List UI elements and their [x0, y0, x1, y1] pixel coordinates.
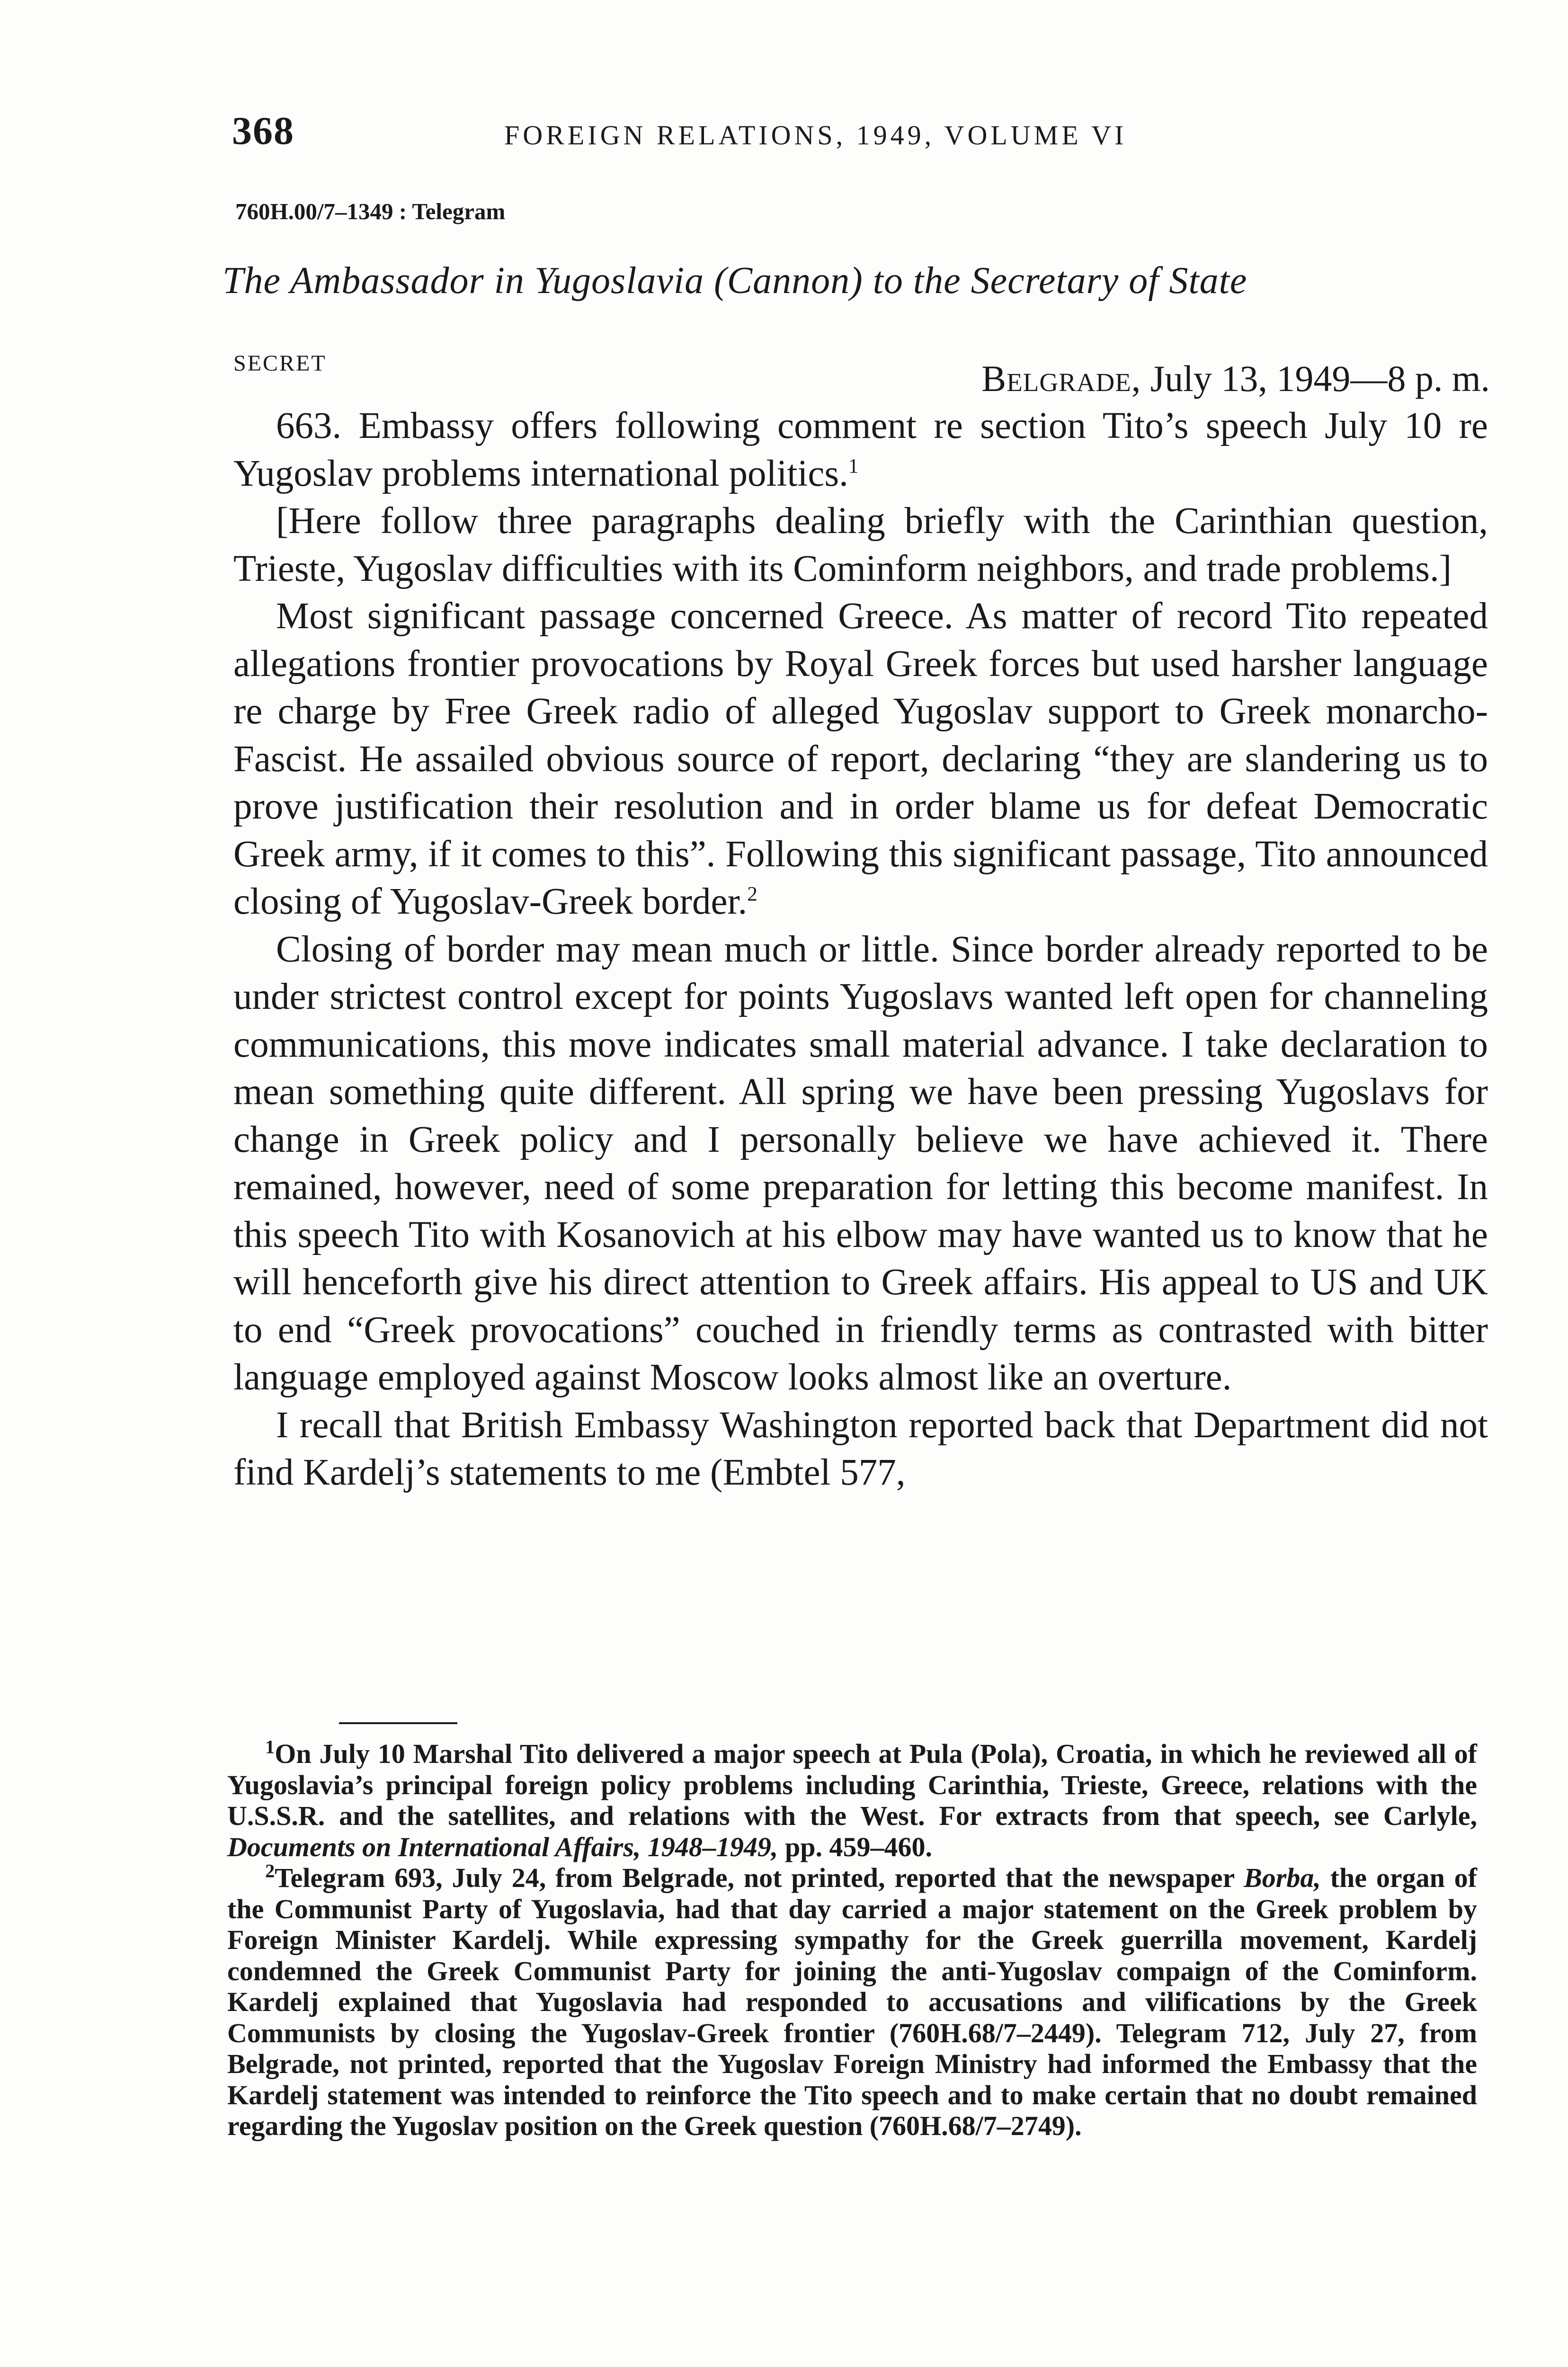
- page-number: 368: [232, 109, 294, 153]
- body-paragraph: [233, 926, 1488, 1402]
- footnote-text: the organ of the Communist Party of Yugoslavia, had that day carried a major statement on the Greek problem by Foreign Minister Kardelj. While expressing sympathy for the Greek guerrilla movement, Kardelj condemned the Greek Communist Party for joining the anti-Yugoslav compaign of the Cominform. Kardelj explained that Yugoslavia had responded to accusations and vilifications by the Greek Communists by closing the Yugoslav-Greek frontier (760H.68/7–2449). Telegram 712, July 27, from Belgrade, not printed, reported that the Yugoslav Foreign Ministry had informed the Embassy that the Kardelj statement was intended to reinforce the Tito speech and to make certain that no doubt remained regarding the Yugoslav position on the Greek question (760H.68/7–2749).: [227, 1862, 1477, 2141]
- footnote-text: On July 10 Marshal Tito delivered a major speech at Pula (Pola), Croatia, in which he reviewed all of Yugoslavia’s principal foreign policy problems including Carinthia, Trieste, Greece, relations with the U.S.S.R. and the satellites, and relations with the West. For extracts from that speech, see Carlyle,: [227, 1738, 1477, 1831]
- footnote: [227, 1738, 1477, 1862]
- footnote-text: Telegram 693, July 24, from Belgrade, not printed, reported that the newspaper: [275, 1862, 1244, 1893]
- footnote-newspaper-name: Borba,: [1244, 1862, 1321, 1893]
- footnote-label: 2: [265, 1860, 275, 1882]
- footnotes-section: [227, 1738, 1477, 2142]
- paragraph-text: Closing of border may mean much or little. Since border already reported to be under strictest control except for points Yugoslavs wanted left open for channeling communications, this move indicates small material advance. I take declaration to mean something quite different. All spring we have been pressing Yugoslavs for change in Greek policy and I personally believe we have achieved it. There remained, however, need of some preparation for letting this become manifest. In this speech Tito with Kosanovich at his elbow may have wanted us to know that he will henceforth give his direct attention to Greek affairs. His appeal to US and UK to end “Greek provocations” couched in friendly terms as contrasted with bitter language employed against Moscow looks almost like an overture.: [233, 928, 1488, 1398]
- footnote-label: 1: [265, 1736, 275, 1758]
- footnote-divider: [339, 1722, 457, 1724]
- dateline-place: Belgrade,: [981, 358, 1141, 399]
- footnote-reference: 1: [848, 454, 859, 478]
- body-paragraph: [233, 498, 1488, 593]
- classification-label: SECRET: [233, 351, 327, 376]
- telegram-body: [233, 402, 1488, 1497]
- page-header: [232, 108, 1491, 160]
- paragraph-text: [Here follow three paragraphs dealing briefly with the Carinthian question, Trieste, Yugoslav difficulties with its Cominform neighbors, and trade problems.]: [233, 500, 1488, 589]
- paragraph-text: I recall that British Embassy Washington reported back that Department did not find Kardelj’s statements to me (Embtel 577,: [233, 1404, 1488, 1493]
- footnote-text: pp. 459–460.: [778, 1831, 932, 1862]
- paragraph-text: 663. Embassy offers following comment re section Tito’s speech July 10 re Yugoslav problems international politics.: [233, 405, 1488, 494]
- paragraph-text: Most significant passage concerned Greece. As matter of record Tito repeated allegations frontier provocations by Royal Greek forces but used harsher language re charge by Free Greek radio of alleged Yugoslav support to Greek monarcho-Fascist. He assailed obvious source of report, declaring “they are slandering us to prove justification their resolution and in order blame us for defeat Democratic Greek army, if it comes to this”. Following this significant passage, Tito announced closing of Yugoslav-Greek border.: [233, 596, 1488, 922]
- running-head: FOREIGN RELATIONS, 1949, VOLUME VI: [504, 120, 1127, 151]
- document-title: The Ambassador in Yugoslavia (Cannon) to the Secretary of State: [223, 260, 1247, 302]
- dateline-date: July 13, 1949—8 p. m.: [1141, 358, 1490, 399]
- dateline: [981, 357, 1490, 400]
- body-paragraph: [233, 402, 1488, 498]
- body-paragraph: [233, 593, 1488, 926]
- footnote-citation-title: Documents on International Affairs, 1948–1949,: [227, 1831, 778, 1862]
- document-reference: 760H.00/7–1349 : Telegram: [235, 198, 506, 224]
- footnote-reference: 2: [747, 882, 757, 906]
- footnote: [227, 1862, 1477, 2142]
- body-paragraph: [233, 1402, 1488, 1497]
